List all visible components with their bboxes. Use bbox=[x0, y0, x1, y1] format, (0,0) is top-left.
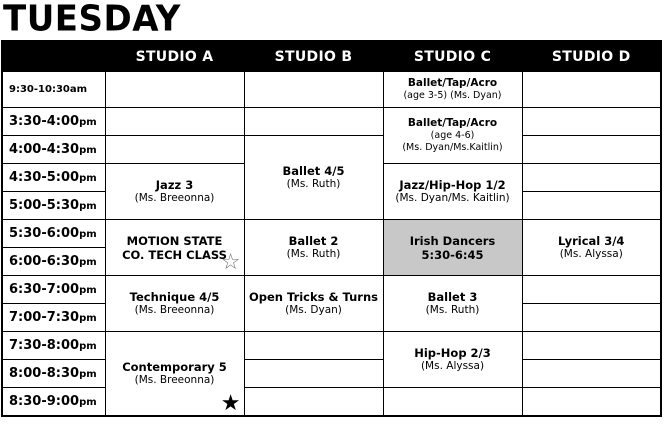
header-studio-d: STUDIO D bbox=[522, 41, 661, 72]
header-time bbox=[2, 41, 105, 72]
table-row bbox=[2, 220, 661, 248]
class-cell-lyrical bbox=[522, 220, 661, 276]
empty-cell bbox=[522, 360, 661, 388]
table-row bbox=[2, 360, 661, 388]
time-cell: 5:30-6:00pm bbox=[2, 220, 105, 248]
empty-cell bbox=[522, 276, 661, 304]
class-name: Ballet 3 bbox=[427, 290, 478, 304]
class-cell-ballet-tap-acro-2 bbox=[383, 108, 522, 164]
table-row bbox=[2, 332, 661, 360]
empty-cell bbox=[244, 360, 383, 388]
class-name: Ballet/Tap/Acro bbox=[407, 77, 498, 89]
solid-star-icon: ★ bbox=[220, 391, 241, 416]
page-title: TUESDAY bbox=[3, 0, 181, 41]
time-cell: 8:30-9:00pm bbox=[2, 388, 105, 417]
empty-cell bbox=[383, 388, 522, 417]
table-row bbox=[2, 108, 661, 136]
empty-cell bbox=[105, 108, 244, 136]
class-name: Hip-Hop 2/3 bbox=[414, 346, 491, 360]
class-name: Technique 4/5 bbox=[129, 290, 220, 304]
empty-cell bbox=[244, 108, 383, 136]
class-cell-ballet-tap-acro bbox=[383, 72, 522, 108]
class-teacher: (Ms. Breeonna) bbox=[134, 304, 215, 316]
class-teacher: (Ms. Ruth) bbox=[425, 304, 480, 316]
class-teacher: (Ms. Alyssa) bbox=[420, 360, 485, 372]
empty-cell bbox=[522, 164, 661, 192]
class-age: (age 4-6) bbox=[430, 130, 475, 141]
table-row bbox=[2, 136, 661, 164]
schedule-table bbox=[1, 40, 662, 417]
class-name: Ballet/Tap/Acro bbox=[407, 117, 498, 129]
time-cell: 7:30-8:00pm bbox=[2, 332, 105, 360]
hollow-star-icon: ☆ bbox=[220, 250, 241, 275]
class-details: (age 3-5) (Ms. Dyan) bbox=[403, 90, 502, 101]
class-name: Ballet 4/5 bbox=[282, 164, 345, 178]
empty-cell bbox=[522, 72, 661, 108]
class-teacher: (Ms. Dyan) bbox=[285, 304, 342, 316]
class-name: Jazz/Hip-Hop 1/2 bbox=[399, 178, 506, 192]
class-teacher: (Ms. Breeonna) bbox=[134, 192, 215, 204]
table-row bbox=[2, 388, 661, 417]
empty-cell bbox=[522, 192, 661, 220]
class-cell-ballet-2 bbox=[244, 220, 383, 276]
empty-cell bbox=[244, 72, 383, 108]
empty-cell bbox=[244, 332, 383, 360]
time-cell: 4:30-5:00pm bbox=[2, 164, 105, 192]
time-cell: 4:00-4:30pm bbox=[2, 136, 105, 164]
time-cell: 5:00-5:30pm bbox=[2, 192, 105, 220]
empty-cell bbox=[522, 136, 661, 164]
empty-cell bbox=[522, 108, 661, 136]
class-name: Lyrical 3/4 bbox=[558, 234, 625, 248]
class-teacher: (Ms. Ruth) bbox=[286, 248, 341, 260]
class-cell-hip-hop bbox=[383, 332, 522, 388]
class-teacher: (Ms. Alyssa) bbox=[559, 248, 623, 260]
time-cell: 9:30-10:30am bbox=[2, 72, 105, 108]
class-name-line-2: CO. TECH CLASS bbox=[122, 247, 227, 262]
class-teacher: (Ms. Dyan/Ms.Kaitlin) bbox=[402, 142, 503, 153]
time-cell: 8:00-8:30pm bbox=[2, 360, 105, 388]
class-cell-technique bbox=[105, 276, 244, 332]
class-time: 5:30-6:45 bbox=[421, 247, 484, 262]
empty-cell bbox=[522, 388, 661, 417]
time-cell: 7:00-7:30pm bbox=[2, 304, 105, 332]
class-cell-jazz-3 bbox=[105, 164, 244, 220]
class-teacher: (Ms. Dyan/Ms. Kaitlin) bbox=[395, 192, 510, 204]
table-row bbox=[2, 72, 661, 108]
class-name: Irish Dancers bbox=[409, 233, 496, 248]
header-row bbox=[2, 41, 661, 72]
class-teacher: (Ms. Ruth) bbox=[286, 178, 341, 190]
class-name: Open Tricks & Turns bbox=[248, 290, 378, 304]
class-cell-ballet-4-5 bbox=[244, 136, 383, 220]
class-cell-contemporary bbox=[105, 332, 244, 417]
empty-cell bbox=[522, 304, 661, 332]
class-teacher: (Ms. Breeonna) bbox=[134, 374, 215, 386]
class-cell-ballet-3 bbox=[383, 276, 522, 332]
empty-cell bbox=[105, 72, 244, 108]
class-cell-open-tricks bbox=[244, 276, 383, 332]
header-studio-a: STUDIO A bbox=[105, 41, 244, 72]
class-name: Ballet 2 bbox=[288, 234, 339, 248]
time-cell: 3:30-4:00pm bbox=[2, 108, 105, 136]
class-name: Jazz 3 bbox=[155, 178, 194, 192]
class-name: Contemporary 5 bbox=[122, 360, 227, 374]
time-cell: 6:00-6:30pm bbox=[2, 248, 105, 276]
empty-cell bbox=[244, 388, 383, 417]
table-row bbox=[2, 276, 661, 304]
empty-cell bbox=[105, 136, 244, 164]
empty-cell bbox=[522, 332, 661, 360]
class-cell-irish-dancers bbox=[383, 220, 522, 276]
class-cell-jazz-hip-hop bbox=[383, 164, 522, 220]
time-cell: 6:30-7:00pm bbox=[2, 276, 105, 304]
header-studio-b: STUDIO B bbox=[244, 41, 383, 72]
class-name-line-1: MOTION STATE bbox=[126, 233, 223, 248]
class-cell-motion-state bbox=[105, 220, 244, 276]
header-studio-c: STUDIO C bbox=[383, 41, 522, 72]
